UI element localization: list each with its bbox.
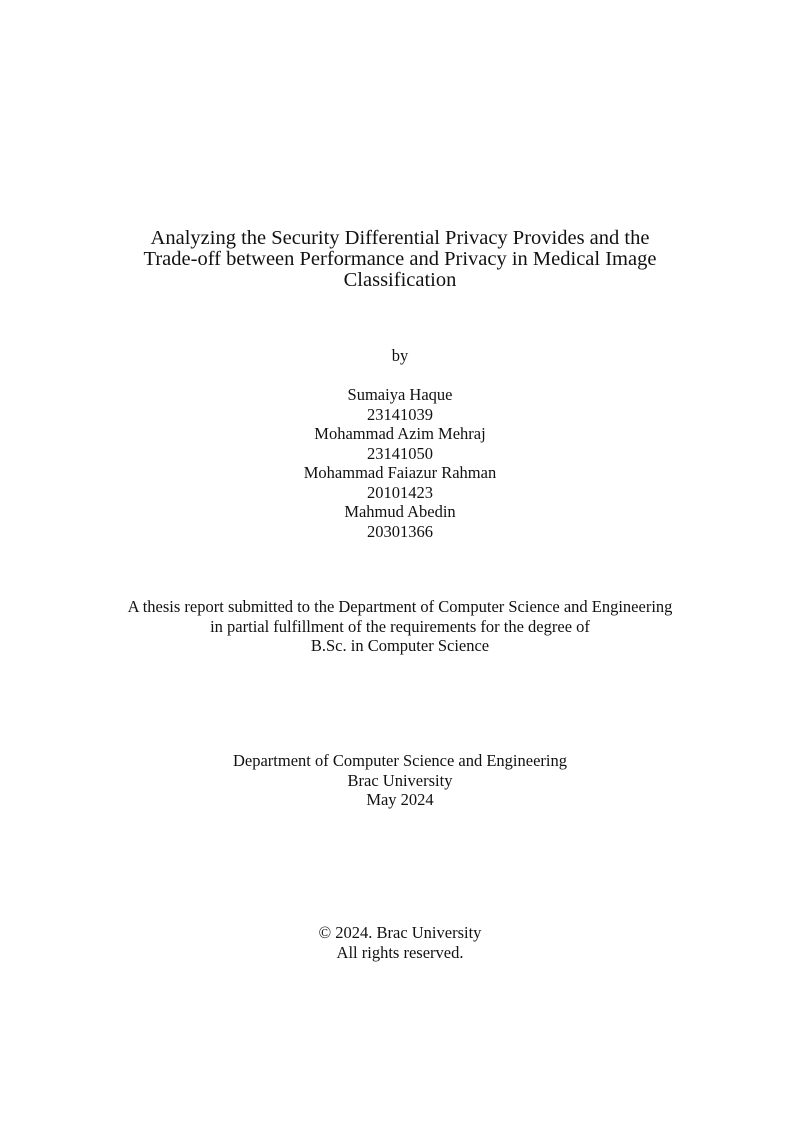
submission-statement-line-2: in partial fulfillment of the requirements for the degree of <box>210 616 590 636</box>
author-name: Sumaiya Haque <box>347 385 453 404</box>
copyright-block <box>0 923 800 962</box>
thesis-title-line-3: Classification <box>343 269 457 291</box>
rights-reserved: All rights reserved. <box>336 942 464 962</box>
thesis-title-line-2: Trade-off between Performance and Privacy in Medical Image <box>143 248 657 270</box>
author-list <box>0 385 800 541</box>
by-label <box>0 346 800 366</box>
author-name: Mohammad Azim Mehraj <box>314 424 486 443</box>
thesis-title <box>0 228 800 291</box>
author-name: Mahmud Abedin <box>344 502 456 521</box>
institution-block <box>0 751 800 810</box>
author-id: 23141039 <box>367 404 433 424</box>
thesis-title-line-1: Analyzing the Security Differential Privacy Provides and the <box>150 227 650 249</box>
by-text: by <box>391 346 409 365</box>
author-id: 23141050 <box>367 443 433 463</box>
submission-statement <box>0 597 800 656</box>
submission-statement-line-1: A thesis report submitted to the Department of Computer Science and Engineering <box>127 597 673 616</box>
author-name: Mohammad Faiazur Rahman <box>303 463 497 482</box>
university-name: Brac University <box>347 770 453 790</box>
degree-line: B.Sc. in Computer Science <box>310 636 490 655</box>
submission-date: May 2024 <box>366 790 434 809</box>
author-id: 20101423 <box>367 482 433 502</box>
copyright-notice: © 2024. Brac University <box>318 923 482 942</box>
department-name: Department of Computer Science and Engineering <box>232 751 567 770</box>
author-id: 20301366 <box>367 521 433 541</box>
